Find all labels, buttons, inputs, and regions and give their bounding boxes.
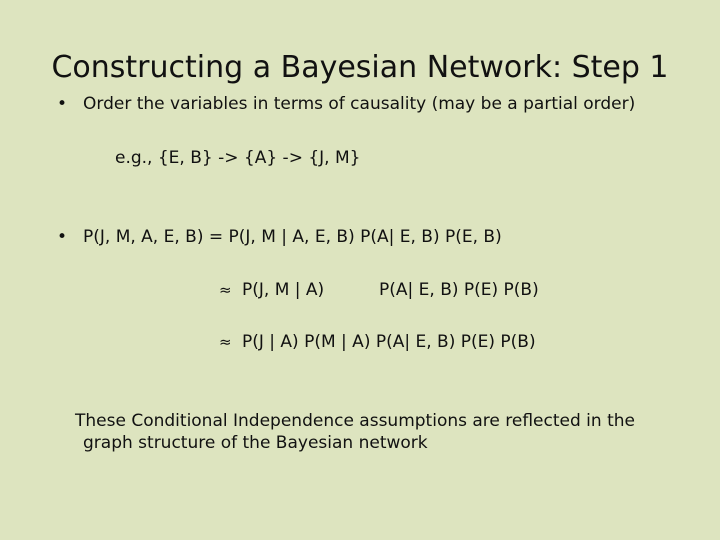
approx-symbol: ≈: [219, 333, 232, 351]
bullet-marker: •: [57, 94, 68, 114]
approximation-1-left: P(J, M | A): [242, 280, 325, 300]
approx-symbol: ≈: [219, 281, 232, 299]
bullet-order-variables: Order the variables in terms of causality (may be a partial order): [83, 94, 636, 114]
bullet-marker: •: [57, 227, 68, 247]
approximation-2: P(J | A) P(M | A) P(A| E, B) P(E) P(B): [242, 332, 536, 352]
joint-probability-factorization: P(J, M, A, E, B) = P(J, M | A, E, B) P(A| E, B) P(E, B): [83, 227, 502, 247]
slide-title: Constructing a Bayesian Network: Step 1: [51, 50, 669, 85]
example-ordering: e.g., {E, B} -> {A} -> {J, M}: [115, 148, 361, 168]
approximation-1-right: P(A| E, B) P(E) P(B): [379, 280, 539, 300]
note-line-2: graph structure of the Bayesian network: [83, 433, 428, 453]
note-line-1: These Conditional Independence assumptions are reflected in the: [75, 411, 635, 431]
